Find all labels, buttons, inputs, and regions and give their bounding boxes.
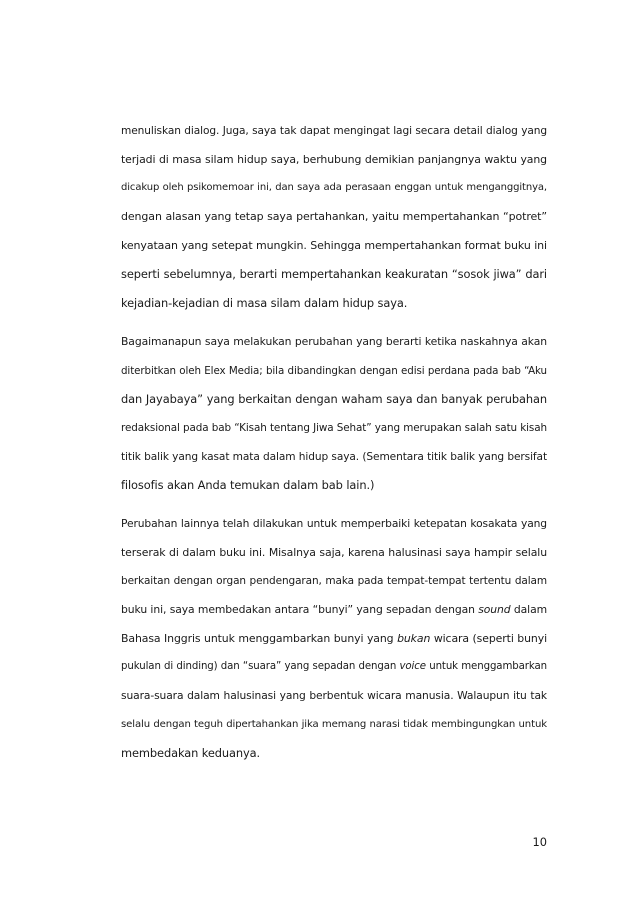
text-line: suara-suara dalam halusinasi yang berbentuk wicara manusia. Walaupun itu tak bbox=[121, 689, 547, 703]
text-line: redaksional pada bab “Kisah tentang Jiwa Sehat” yang merupakan salah satu kisah bbox=[121, 421, 547, 434]
text-line: filosofis akan Anda temukan dalam bab lain.) bbox=[121, 478, 375, 493]
text-line: kejadian-kejadian di masa silam dalam hidup saya. bbox=[121, 296, 408, 311]
text-line: membedakan keduanya. bbox=[121, 746, 261, 761]
text-line: Perubahan lainnya telah dilakukan untuk memperbaiki ketepatan kosakata yang bbox=[121, 516, 547, 530]
text-line: Bahasa Inggris untuk menggambarkan bunyi yang bukan wicara (seperti bunyi bbox=[121, 631, 547, 645]
text-line: pukulan di dinding) dan “suara” yang sepadan dengan voice untuk menggambarkan bbox=[121, 661, 547, 673]
text-line: diterbitkan oleh Elex Media; bila dibandingkan dengan edisi perdana pada bab “Aku bbox=[121, 364, 547, 377]
text-line: dengan alasan yang tetap saya pertahankan, yaitu mempertahankan “potret” bbox=[121, 210, 547, 224]
text-line: buku ini, saya membedakan antara “bunyi” yang sepadan dengan sound dalam bbox=[121, 603, 547, 616]
text-line: dicakup oleh psikomemoar ini, dan saya ada perasaan enggan untuk menganggitnya, bbox=[121, 182, 547, 194]
text-line: menuliskan dialog. Juga, saya tak dapat mengingat lagi secara detail dialog yang bbox=[121, 125, 547, 137]
text-line: dan Jayabaya” yang berkaitan dengan waham saya dan banyak perubahan bbox=[121, 392, 547, 407]
paragraph-1 bbox=[121, 117, 547, 318]
text-line: Bagaimanapun saya melakukan perubahan yang berarti ketika naskahnya akan bbox=[121, 334, 547, 348]
text-line: terserak di dalam buku ini. Misalnya saja, karena halusinasi saya hampir selalu bbox=[121, 545, 547, 559]
text-line: kenyataan yang setepat mungkin. Sehingga mempertahankan format buku ini bbox=[121, 238, 547, 252]
page-number: 10 bbox=[532, 835, 547, 849]
text-line: terjadi di masa silam hidup saya, berhubung demikian panjangnya waktu yang bbox=[121, 152, 547, 166]
text-line: berkaitan dengan organ pendengaran, maka pada tempat-tempat tertentu dalam bbox=[121, 575, 547, 588]
paragraph-2 bbox=[121, 328, 547, 500]
text-line: seperti sebelumnya, berarti mempertahankan keakuratan “sosok jiwa” dari bbox=[121, 267, 547, 282]
text-line: titik balik yang kasat mata dalam hidup saya. (Sementara titik balik yang bersifat bbox=[121, 450, 547, 463]
text-line: selalu dengan teguh dipertahankan jika memang narasi tidak membingungkan untuk bbox=[121, 718, 547, 730]
paragraph-3 bbox=[121, 510, 547, 768]
body-text bbox=[121, 117, 547, 768]
